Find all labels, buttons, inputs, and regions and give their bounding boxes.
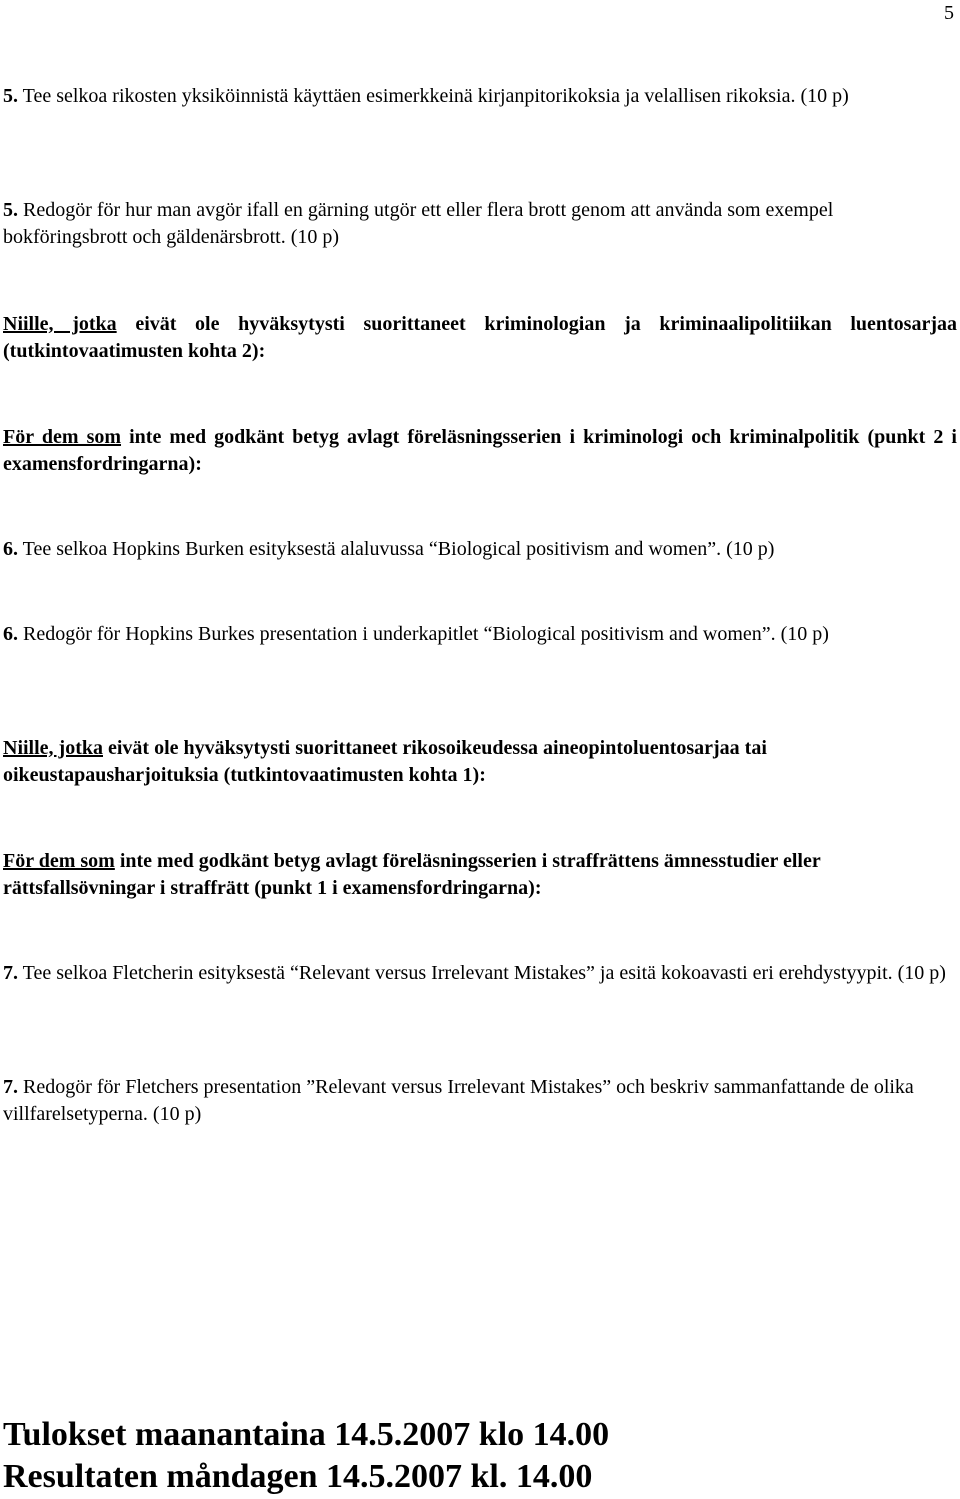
question-7-finnish — [3, 960, 957, 987]
section-heading-swedish-1 — [3, 424, 957, 478]
heading-underlined-text: Niille, jotka — [3, 313, 117, 335]
heading-underlined-text: Niille, jotka — [3, 737, 103, 759]
section-heading-finnish-1 — [3, 311, 957, 365]
question-number: 6. — [3, 623, 18, 645]
heading-text: eivät ole hyväksytysti suorittaneet rikosoikeudessa aineopintoluentosarjaa tai oikeustapausharjoituksia (tutkintovaatimusten kohta 1): — [3, 737, 767, 786]
question-text: Redogör för hur man avgör ifall en gärning utgör ett eller flera brott genom att använda som exempel bokföringsbrott och gäldenärsbrott. (10 p) — [3, 199, 834, 248]
question-text: Tee selkoa Hopkins Burken esityksestä alaluvussa “Biological positivism and women”. (10 p) — [22, 538, 775, 560]
question-text: Tee selkoa rikosten yksiköinnistä käyttäen esimerkkeinä kirjanpitorikoksia ja velallisen rikoksia. (10 p) — [22, 85, 849, 107]
question-5-swedish — [3, 197, 957, 251]
heading-underlined-text: För dem som — [3, 850, 115, 872]
section-heading-finnish-2 — [3, 735, 957, 789]
question-number: 7. — [3, 962, 18, 984]
question-number: 5. — [3, 199, 18, 221]
results-date-swedish: Resultaten måndagen 14.5.2007 kl. 14.00 — [3, 1458, 593, 1495]
results-date-finnish: Tulokset maanantaina 14.5.2007 klo 14.00 — [3, 1416, 610, 1453]
heading-text: inte med godkänt betyg avlagt föreläsningsserien i kriminologi och kriminalpolitik (punkt 2 i examensfordringarna): — [3, 426, 957, 475]
question-7-swedish — [3, 1074, 957, 1128]
heading-underlined-text: För dem som — [3, 426, 122, 448]
question-number: 5. — [3, 85, 18, 107]
question-text: Tee selkoa Fletcherin esityksestä “Relevant versus Irrelevant Mistakes” ja esitä kokoavasti eri erehdystyypit. (10 p) — [22, 962, 946, 984]
question-6-swedish — [3, 621, 957, 648]
question-number: 7. — [3, 1076, 18, 1098]
question-number: 6. — [3, 538, 18, 560]
page-number: 5 — [944, 2, 954, 24]
question-6-finnish — [3, 536, 957, 563]
heading-text: eivät ole hyväksytysti suorittaneet kriminologian ja kriminaalipolitiikan luentosarjaa (tutkintovaatimusten kohta 2): — [3, 313, 958, 362]
section-heading-swedish-2 — [3, 848, 957, 902]
question-text: Redogör för Hopkins Burkes presentation i underkapitlet “Biological positivism and women”. (10 p) — [23, 623, 829, 645]
question-5-finnish — [3, 83, 957, 110]
heading-text: inte med godkänt betyg avlagt föreläsningsserien i straffrättens ämnesstudier eller rättsfallsövningar i straffrätt (punkt 1 i examensfordringarna): — [3, 850, 821, 899]
question-text: Redogör för Fletchers presentation ”Relevant versus Irrelevant Mistakes” och beskriv sammanfattande de olika villfarelsetyperna. (10 p) — [3, 1076, 914, 1125]
